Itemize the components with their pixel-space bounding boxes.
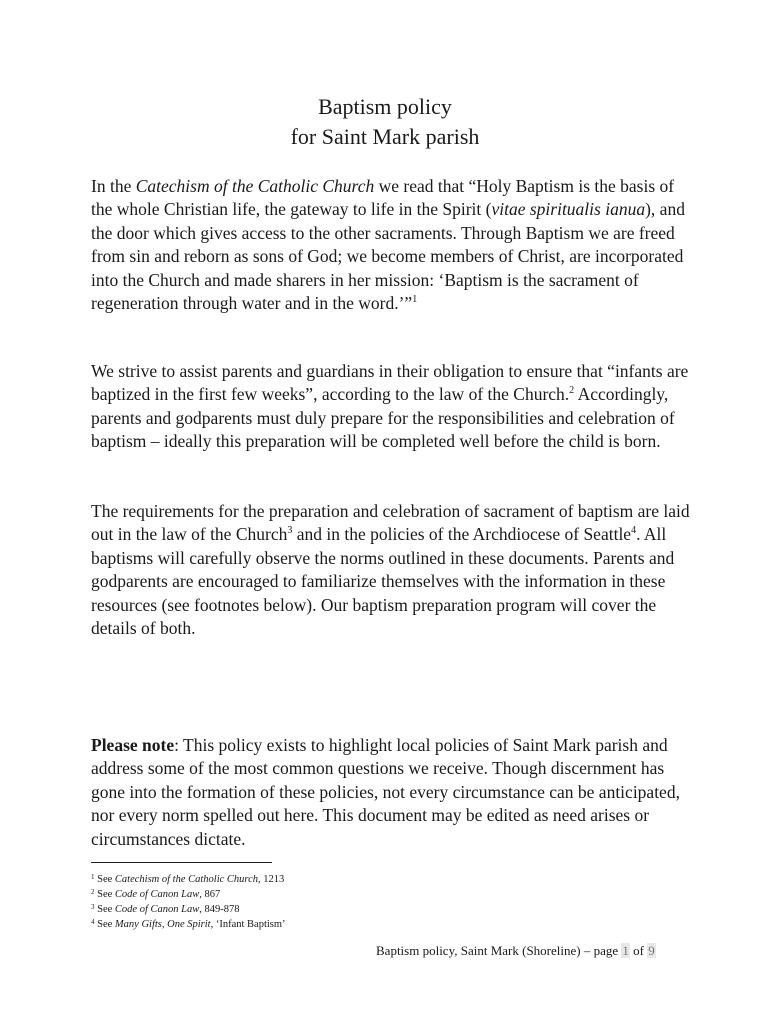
current-page-number[interactable]: 1 — [622, 943, 629, 958]
footnote-2 — [91, 887, 591, 902]
footnote-source: Catechism of the Catholic Church — [114, 874, 259, 885]
please-note-label: Please note — [91, 735, 175, 755]
footnote-prefix: See — [94, 889, 115, 900]
footer-text: Baptism policy, Saint Mark (Shoreline) – page — [376, 943, 622, 958]
footnote-suffix: , 1213 — [258, 874, 285, 885]
footnote-source: Code of Canon Law — [114, 904, 200, 915]
p3-text-c: . All baptisms will carefully observe the norms outlined in these documents. Parents and godparents are encouraged to familiarize themselves with the information in these resources (see footnotes below). Our baptism preparation program will cover the details of both. — [91, 524, 675, 639]
p2-text-b: Accordingly, parents and godparents must duly prepare for the responsibilities and celebration of baptism – ideally this preparation will be completed well before the child is born. — [91, 384, 675, 452]
p2-text-a: We strive to assist parents and guardians in their obligation to ensure that “infants are baptized in the first few weeks”, according to the law of the Church. — [91, 361, 689, 405]
p4-text: : This policy exists to highlight local policies of Saint Mark parish and address some of the most common questions we receive. Though discernment has gone into the formation of these policies, not every circumstance can be anticipated, nor every norm spelled out here. This document may be edited as need arises or circumstances dictate. — [91, 735, 680, 849]
footnote-number: 1 — [91, 873, 95, 881]
title-line-1: Baptism policy — [318, 94, 452, 119]
page-footer — [376, 942, 696, 960]
paragraph-obligation — [91, 360, 691, 454]
footnote-suffix: , 867 — [199, 889, 221, 900]
footnotes — [91, 872, 591, 932]
footnote-prefix: See — [94, 874, 115, 885]
footnote-ref-1[interactable]: 1 — [412, 294, 418, 306]
footnote-suffix: , 849-878 — [199, 904, 240, 915]
footnote-divider — [91, 862, 272, 863]
footnote-prefix: See — [94, 904, 115, 915]
p1-latin-phrase: vitae spiritualis ianua — [491, 199, 646, 220]
footnote-prefix: See — [94, 919, 115, 930]
total-pages: 9 — [648, 943, 655, 958]
p3-text-a: The requirements for the preparation and celebration of sacrament of baptism are laid out in the law of the Church — [91, 501, 690, 545]
footnote-suffix: , ‘Infant Baptism’ — [210, 919, 286, 930]
p1-text-e: ), and the door which gives access to the other sacraments. Through Baptism we are freed from sin and reborn as sons of God; we become members of Christ, are incorporated into the Church and made sharers in her mission: ‘Baptism is the sacrament of regeneration through water and in the word.’” — [91, 199, 685, 314]
paragraph-catechism — [91, 175, 691, 315]
footer-of: of — [629, 943, 648, 958]
footnote-ref-3[interactable]: 3 — [287, 525, 293, 537]
footnote-source: Many Gifts, One Spirit — [114, 919, 211, 930]
footnote-number: 4 — [91, 918, 95, 926]
footnote-source: Code of Canon Law — [114, 889, 200, 900]
paragraph-please-note — [91, 734, 691, 851]
footnote-4 — [91, 917, 591, 932]
p1-text-c: we read that “Holy Baptism is the basis of the whole Christian life, the gateway to life in the Spirit ( — [91, 176, 675, 220]
page-title — [0, 92, 770, 152]
footnote-number: 3 — [91, 903, 95, 911]
p1-catechism-title: Catechism of the Catholic Church — [135, 176, 375, 196]
p3-text-b: and in the policies of the Archdiocese of Seattle — [292, 524, 632, 545]
footnote-number: 2 — [91, 888, 95, 896]
title-line-2: for Saint Mark parish — [290, 124, 480, 149]
paragraph-requirements — [91, 500, 691, 640]
p1-text-a: In the — [91, 176, 136, 196]
footnote-ref-2[interactable]: 2 — [569, 385, 575, 397]
footnote-ref-4[interactable]: 4 — [631, 525, 637, 537]
footnote-1 — [91, 872, 591, 887]
footnote-3 — [91, 902, 591, 917]
